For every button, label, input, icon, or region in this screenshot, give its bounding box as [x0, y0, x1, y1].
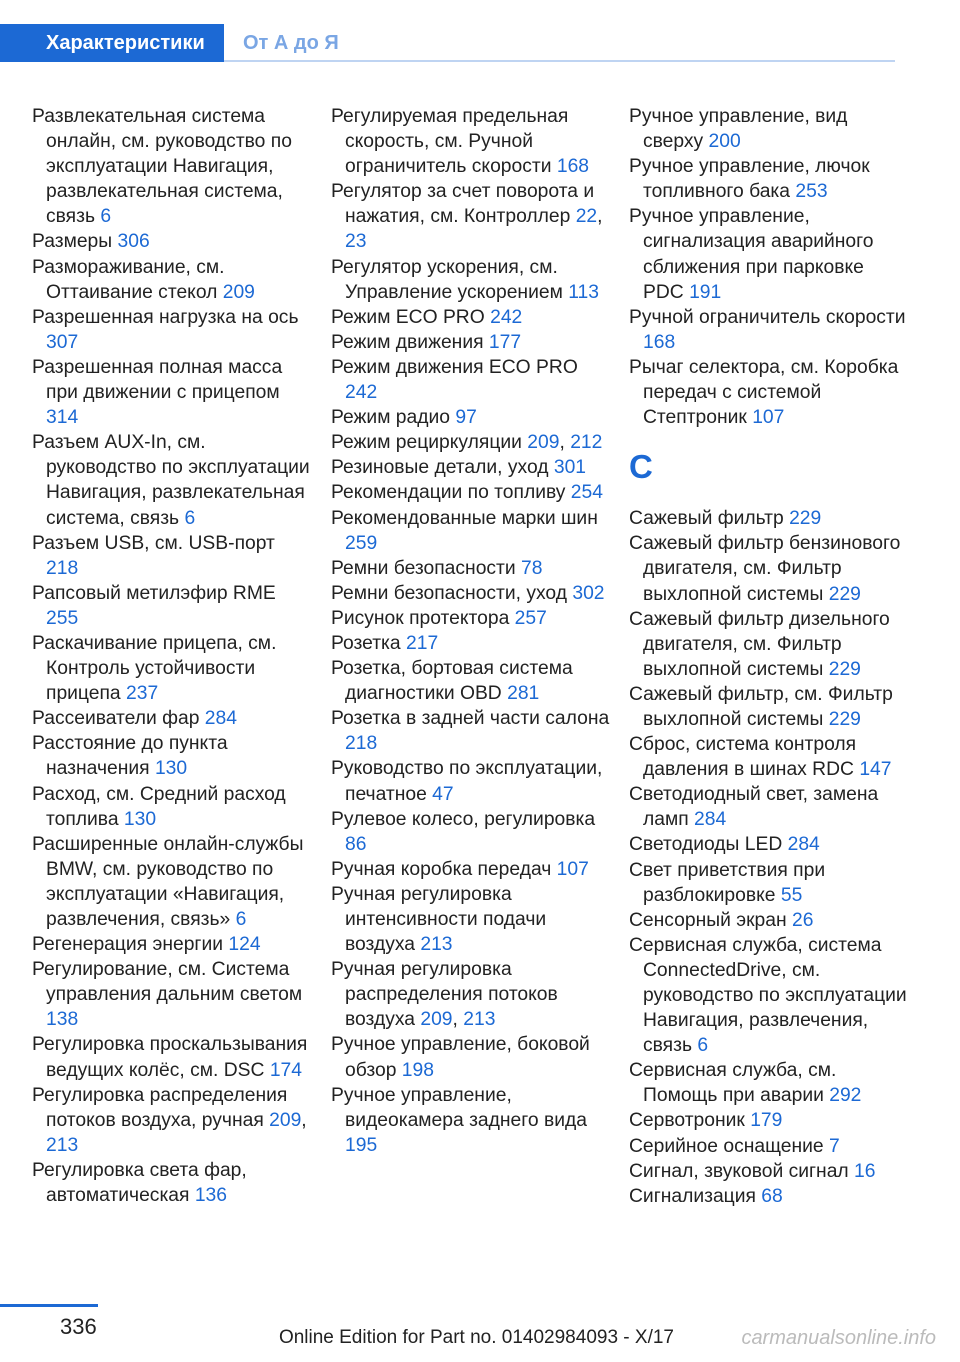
index-term: Размеры	[32, 231, 118, 253]
index-term: Расстояние до пункта назначения	[32, 733, 228, 780]
index-entry	[32, 531, 312, 581]
index-entry	[331, 656, 611, 706]
page-link[interactable]: 55	[780, 884, 803, 906]
index-entry	[32, 305, 312, 355]
index-entry	[32, 631, 312, 706]
page-link[interactable]: 284	[694, 809, 727, 831]
page-link[interactable]: 6	[697, 1035, 709, 1057]
page-link[interactable]: 284	[204, 708, 237, 730]
index-term: Регулировка света фар, автоматическая	[32, 1159, 247, 1207]
index-term: Рулевое колесо, регулировка	[331, 808, 596, 830]
index-entry	[629, 506, 909, 531]
index-term: Свет приветствия при разблокировке	[629, 859, 826, 906]
index-term: Развлекательная система онлайн, см. руководство по эксплуатации Навигация, развлекательная система, связь	[32, 106, 292, 228]
index-term: Светодиоды LED	[629, 834, 788, 856]
page-link[interactable]: 130	[123, 808, 157, 830]
section-letter: С	[629, 448, 653, 486]
index-term: Сервисная служба, система ConnectedDrive, см. руководство по эксплуатации Навигация, развлечения, связь	[629, 934, 907, 1057]
page-link[interactable]: 200	[708, 131, 741, 153]
page-link[interactable]: 209	[527, 432, 560, 454]
index-term: Руководство по эксплуатации, печатное	[331, 758, 603, 805]
index-entry	[32, 1032, 312, 1082]
page-link[interactable]: 7	[828, 1135, 840, 1157]
index-term: Режим движения ECO PRO	[331, 356, 578, 378]
index-entry	[629, 832, 909, 857]
index-term: Ручная регулировка распределения потоков воздуха	[331, 959, 558, 1031]
index-term: Регулировка проскальзывания ведущих колёс, см. DSC	[32, 1034, 308, 1081]
index-term: Режим ECO PRO	[331, 306, 491, 328]
page-link[interactable]: 255	[46, 607, 79, 629]
index-entry	[629, 355, 909, 430]
index-entry	[629, 154, 909, 204]
index-entry	[629, 908, 909, 933]
index-entry	[32, 731, 312, 781]
index-term: Режим радио	[331, 407, 456, 429]
page-link[interactable]: 147	[859, 759, 892, 781]
index-entry	[331, 556, 611, 581]
page-link[interactable]: 302	[572, 582, 605, 604]
page-link[interactable]: 218	[345, 733, 378, 755]
index-entry: Регулировка распределения потоков воздуха, ручная 209, 213	[32, 1084, 307, 1156]
page-link[interactable]: 23	[345, 231, 367, 253]
index-term: Режим рециркуляции	[331, 432, 528, 454]
index-term: Ручное управление, боковой обзор	[331, 1034, 590, 1081]
page-link[interactable]: 212	[570, 432, 603, 454]
index-entry	[331, 506, 611, 556]
page-link[interactable]: 209	[269, 1109, 302, 1131]
index-term: Серийное оснащение	[629, 1135, 829, 1157]
index-term: Рекомендации по топливу	[331, 482, 571, 504]
index-entry	[331, 882, 611, 957]
index-entry	[331, 255, 611, 305]
page-link[interactable]: 138	[46, 1009, 79, 1031]
index-entry	[331, 706, 611, 756]
index-term: Режим движения	[331, 331, 489, 353]
page-number: 336	[60, 1314, 97, 1339]
index-term: Рассеиватели фар	[32, 708, 205, 730]
page-link[interactable]: 124	[228, 934, 261, 956]
index-column-1	[32, 104, 312, 1208]
index-term: Ремни безопасности, уход	[331, 582, 573, 604]
index-entry	[629, 204, 909, 304]
page-link[interactable]: 191	[689, 281, 722, 303]
page-link[interactable]: 113	[568, 281, 599, 303]
index-term: Сажевый фильтр	[629, 508, 790, 530]
index-entry	[331, 581, 611, 606]
page-link[interactable]: 217	[406, 632, 439, 654]
page-link[interactable]: 22	[575, 206, 598, 228]
page-link[interactable]: 209	[222, 281, 255, 303]
index-entry	[629, 1134, 909, 1159]
index-entry	[32, 832, 312, 932]
index-term: Раскачивание прицепа, см. Контроль устойчивости прицепа	[32, 632, 277, 705]
index-term: Разъем USB, см. USB-порт	[32, 532, 275, 554]
index-term: Сажевый фильтр, см. Фильтр выхлопной системы	[629, 683, 893, 730]
page-link[interactable]: 16	[854, 1160, 876, 1182]
index-term: Расширенные онлайн-службы BMW, см. руководство по эксплуатации «Навигация, развлечения, связь»	[32, 833, 304, 930]
header-tabs	[0, 24, 895, 62]
page-link[interactable]: 253	[795, 181, 828, 203]
index-term: Ручная регулировка интенсивности подачи воздуха	[331, 883, 547, 956]
page-link[interactable]: 257	[514, 607, 547, 629]
index-term: Размораживание, см. Оттаивание стекол	[32, 256, 225, 303]
index-term: Расход, см. Средний расход топлива	[32, 783, 286, 830]
page-link[interactable]: 26	[791, 909, 814, 931]
index-term: Разъем AUX-In, см. руководство по эксплуатации Навигация, развлекательная система, связь	[32, 432, 310, 529]
index-term: Сигнал, звуковой сигнал	[629, 1160, 855, 1182]
index-term: Ручной ограничитель скорости	[629, 306, 906, 328]
header-rule	[224, 60, 895, 62]
page-link[interactable]: 229	[789, 508, 822, 530]
index-term: Разрешенная полная масса при движении с прицепом	[32, 356, 283, 404]
index-term: Сажевый фильтр бензинового двигателя, см. Фильтр выхлопной системы	[629, 533, 901, 605]
index-column-3	[629, 104, 909, 1209]
page-link[interactable]: 229	[828, 708, 861, 730]
index-entry	[629, 1058, 909, 1108]
index-entry	[331, 330, 611, 355]
index-term: Розетка	[331, 632, 406, 654]
page-link[interactable]: 229	[828, 658, 861, 680]
page-link[interactable]: 78	[521, 557, 543, 579]
page-link[interactable]: 6	[235, 909, 247, 930]
watermark: carmanualsonline.info	[741, 1327, 936, 1349]
page-link[interactable]: 301	[553, 457, 587, 479]
index-term: Резиновые детали, уход	[331, 457, 554, 479]
index-entry	[331, 355, 611, 405]
tab-characteristics[interactable]: Характеристики	[0, 24, 224, 62]
page-link[interactable]: 242	[345, 382, 378, 404]
index-entry	[32, 255, 312, 305]
page-link[interactable]: 284	[787, 834, 820, 856]
page-link[interactable]: 242	[490, 306, 523, 328]
index-term: Сброс, система контроля давления в шинах RDC	[629, 734, 860, 781]
index-entry: Ручная регулировка распределения потоков воздуха 209, 213	[331, 959, 558, 1031]
index-entry	[629, 933, 909, 1058]
index-entry	[629, 305, 909, 355]
page-link[interactable]: 198	[401, 1059, 434, 1081]
index-entry	[331, 857, 611, 882]
index-term: Сенсорный экран	[629, 909, 792, 931]
page-link[interactable]: 306	[117, 231, 150, 253]
page-link[interactable]: 259	[345, 532, 378, 554]
index-entry	[331, 1032, 611, 1082]
index-entry	[629, 607, 909, 682]
index-term: Ручное управление, вид сверху	[629, 106, 848, 153]
page-link[interactable]: 254	[570, 482, 603, 504]
index-entry	[331, 104, 611, 179]
index-term: Регулируемая предельная скорость, см. Ручной ограничитель скорости	[331, 106, 569, 178]
page-link[interactable]: 174	[269, 1059, 302, 1081]
index-term: Розетка в задней части салона	[331, 708, 610, 730]
page-link[interactable]: 107	[556, 858, 589, 880]
index-column-2	[331, 104, 611, 1158]
index-term: Ручное управление, сигнализация аварийного сближения при парковке PDC	[629, 206, 874, 303]
page-link[interactable]: 6	[184, 507, 196, 529]
page-link[interactable]: 86	[345, 833, 367, 855]
page-link[interactable]: 136	[194, 1185, 227, 1207]
index-entry	[331, 606, 611, 631]
page-link[interactable]: 177	[488, 331, 522, 353]
index-term: Регенерация энергии	[32, 934, 229, 956]
index-entry: Регулятор за счет поворота и нажатия, см. Контроллер 22, 23	[331, 181, 603, 253]
index-entry	[629, 1159, 909, 1184]
index-term: Сажевый фильтр дизельного двигателя, см. Фильтр выхлопной системы	[629, 608, 890, 680]
index-term: Сервисная служба, см. Помощь при аварии	[629, 1060, 837, 1107]
index-term: Регулирование, см. Система управления дальним светом	[32, 959, 303, 1006]
index-entry	[629, 682, 909, 732]
index-entry	[32, 581, 312, 631]
page-link[interactable]: 130	[154, 758, 188, 780]
index-entry	[629, 782, 909, 832]
page-link[interactable]: 292	[829, 1085, 862, 1107]
index-term: Рапсовый метилэфир RME	[32, 582, 276, 604]
edition-note: Online Edition for Part no. 01402984093 - X/17	[278, 1327, 674, 1348]
index-entry	[32, 1158, 312, 1208]
page-link[interactable]: 209	[420, 1009, 453, 1031]
index-entry	[629, 531, 909, 606]
index-entry	[331, 405, 611, 430]
index-entry	[331, 305, 611, 330]
page-link[interactable]: 6	[100, 206, 112, 228]
footer-rule	[0, 1304, 98, 1307]
page-link[interactable]: 213	[46, 1134, 79, 1156]
index-term: Рекомендованные марки шин	[331, 507, 598, 529]
page-link[interactable]: 218	[46, 557, 79, 579]
index-entry	[331, 455, 611, 480]
index-term: Ручная коробка передач	[331, 858, 557, 880]
page-link[interactable]: 213	[463, 1009, 496, 1031]
index-entry	[629, 1184, 909, 1209]
index-entry	[629, 732, 909, 782]
page-link[interactable]: 307	[46, 331, 79, 353]
page-link[interactable]: 97	[455, 407, 477, 429]
index-entry	[32, 932, 312, 957]
index-entry	[32, 957, 312, 1032]
page-link[interactable]: 68	[761, 1185, 783, 1207]
index-entry	[32, 355, 312, 430]
page-link[interactable]: 213	[420, 934, 453, 956]
index-entry	[32, 104, 312, 229]
index-term: Регулятор ускорения, см. Управление ускорением	[331, 256, 569, 303]
page-link[interactable]: 168	[556, 156, 590, 178]
page-link[interactable]: 168	[643, 331, 676, 353]
index-entry	[32, 430, 312, 530]
page-link[interactable]: 237	[126, 683, 159, 705]
index-term: Сервотроник	[629, 1110, 751, 1132]
page-link[interactable]: 195	[345, 1134, 378, 1156]
index-entry	[32, 706, 312, 731]
index-term: Ручное управление, видеокамера заднего вида	[331, 1084, 587, 1131]
index-term: Регулятор за счет поворота и нажатия, см. Контроллер	[331, 181, 595, 228]
index-entry	[331, 631, 611, 656]
index-entry	[629, 858, 909, 908]
index-term: Светодиодный свет, замена ламп	[629, 784, 879, 831]
tab-a-to-z[interactable]: От А до Я	[243, 32, 339, 54]
index-term: Рычаг селектора, см. Коробка передач с системой Стептроник	[629, 356, 899, 429]
index-term: Розетка, бортовая система диагностики OBD	[331, 658, 573, 705]
index-entry: Режим рециркуляции 209, 212	[331, 432, 603, 454]
index-term: Ремни безопасности	[331, 557, 522, 579]
page-link[interactable]: 107	[752, 407, 785, 429]
index-term: Сигнализация	[629, 1185, 762, 1207]
index-entry	[331, 756, 611, 806]
page-link[interactable]: 179	[750, 1110, 783, 1132]
index-entry	[331, 1083, 611, 1158]
index-term: Ручное управление, лючок топливного бака	[629, 156, 870, 203]
index-term: Рисунок протектора	[331, 607, 515, 629]
index-term: Разрешенная нагрузка на ось	[32, 306, 299, 328]
page-link[interactable]: 314	[46, 407, 79, 429]
index-entry	[629, 1108, 909, 1133]
index-entry	[331, 480, 611, 505]
index-term: Регулировка распределения потоков воздуха, ручная	[32, 1084, 288, 1131]
page-link[interactable]: 47	[432, 783, 454, 805]
index-entry	[32, 782, 312, 832]
page-link[interactable]: 229	[828, 583, 861, 605]
index-entry	[629, 104, 909, 154]
index-entry	[331, 807, 611, 857]
page-link[interactable]: 281	[507, 683, 540, 705]
index-entry	[32, 229, 312, 254]
